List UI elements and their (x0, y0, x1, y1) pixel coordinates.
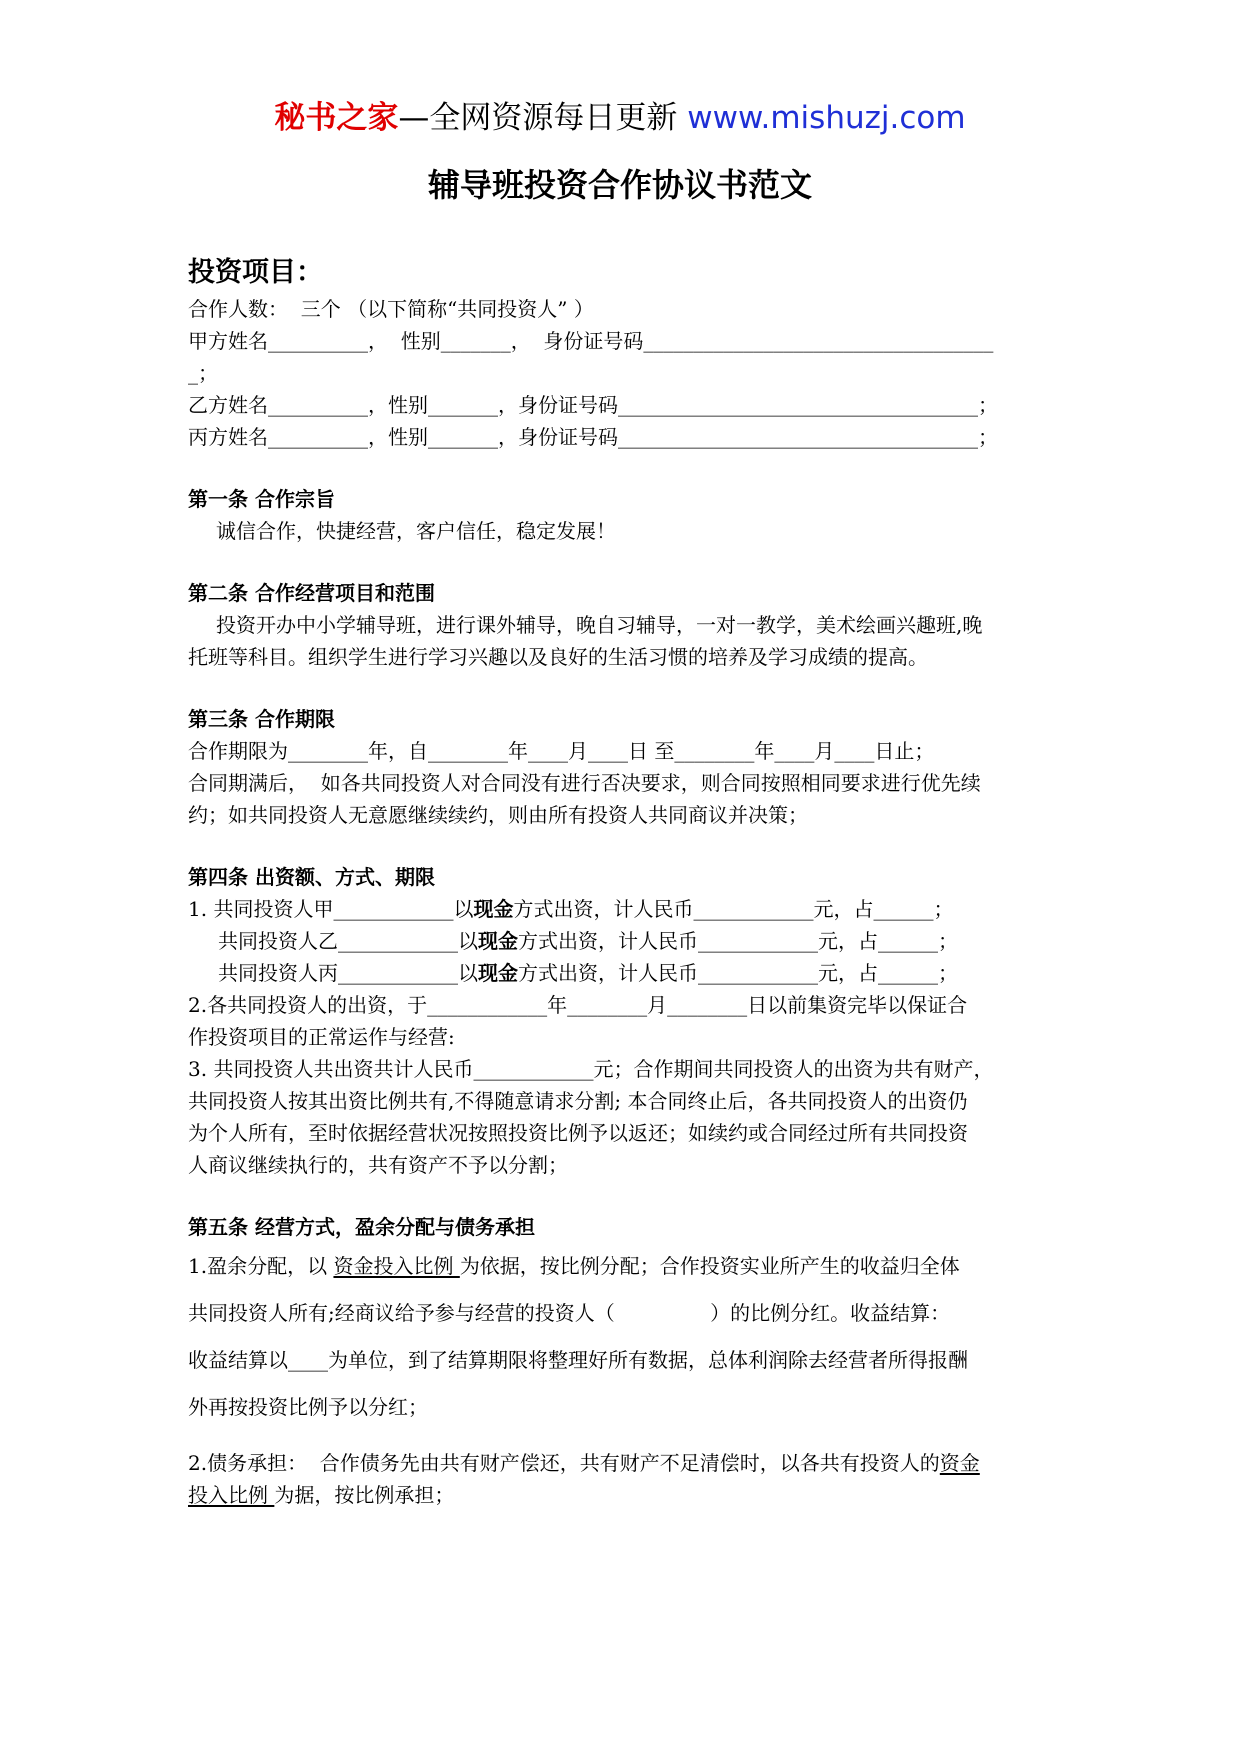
site-slogan: —全网资源每日更新 (398, 100, 688, 136)
article-4-line: 共同投资人按其出资比例共有,不得随意请求分割; 本合同终止后，各共同投资人的出资仍 (188, 1089, 968, 1113)
article-4-line: 作投资项目的正常运作与经营: (188, 1025, 455, 1049)
party-b-line: 乙方姓名__________，性别_______，身份证号码____________________________________； (188, 393, 998, 417)
article-4-line: 3. 共同投资人共出资共计人民币____________元；合作期间共同投资人的出资为共有财产， (188, 1057, 994, 1081)
site-brand: 秘书之家 (274, 100, 399, 136)
site-header (0, 98, 1240, 138)
article-3-line-1: 合作期限为________年，自________年____月____日 至________年____月____日止； (188, 739, 935, 763)
article-3-line-2: 合同期满后， 如各共同投资人对合同没有进行否决要求，则合同按照相同要求进行优先续 (188, 771, 981, 795)
article-1-text: 诚信合作，快捷经营，客户信任，稳定发展！ (216, 519, 616, 543)
article-5-line: 收益结算以____为单位，到了结算期限将整理好所有数据，总体利润除去经营者所得报酬 (188, 1348, 968, 1372)
article-3-heading: 第三条 合作期限 (188, 707, 335, 731)
article-5-line: 外再按投资比例予以分红； (188, 1395, 428, 1419)
article-2-line-1: 投资开办中小学辅导班，进行课外辅导，晚自习辅导，一对一教学，美术绘画兴趣班,晚 (216, 613, 983, 637)
article-1-heading: 第一条 合作宗旨 (188, 487, 335, 511)
article-5-heading: 第五条 经营方式，盈余分配与债务承担 (188, 1215, 535, 1239)
site-url-link[interactable]: www.mishuzj.com (687, 100, 966, 136)
project-heading: 投资项目： (188, 257, 323, 288)
article-4-line: 人商议继续执行的，共有资产不予以分割； (188, 1153, 568, 1177)
debt-bearing-line: 2.债务承担： 合作债务先由共有财产偿还，共有财产不足清偿时，以各共有投资人的资金 (188, 1451, 980, 1475)
article-4-line: 2.各共同投资人的出资，于____________年________月________日以前集资完毕以保证合 (188, 993, 968, 1017)
debt-bearing-line-cont: 投入比例 为据，按比例承担； (188, 1483, 455, 1507)
document-title: 辅导班投资合作协议书范文 (427, 166, 812, 204)
article-5-line: 共同投资人所有;经商议给予参与经营的投资人（ ）的比例分红。收益结算： (188, 1301, 951, 1325)
document-body (188, 253, 1058, 1511)
party-a-line-cont: _； (188, 361, 218, 385)
article-3-line-3: 约；如共同投资人无意愿继续续约，则由所有投资人共同商议并决策； (188, 803, 808, 827)
article-4-heading: 第四条 出资额、方式、期限 (188, 865, 435, 889)
investor-a-line: 1. 共同投资人甲____________以现金方式出资，计人民币____________元，占______； (188, 897, 954, 921)
investor-b-line: 共同投资人乙____________以现金方式出资，计人民币____________元，占______； (218, 929, 958, 953)
party-c-line: 丙方姓名__________，性别_______，身份证号码____________________________________； (188, 425, 998, 449)
article-4-line: 为个人所有，至时依据经营状况按照投资比例予以返还；如续约或合同经过所有共同投资 (188, 1121, 968, 1145)
party-a-line: 甲方姓名__________， 性别_______， 身份证号码___________________________________ (188, 329, 994, 353)
profit-distribution-line: 1.盈余分配，以 资金投入比例 为依据，按比例分配；合作投资实业所产生的收益归全体 (188, 1254, 960, 1278)
investor-c-line: 共同投资人丙____________以现金方式出资，计人民币____________元，占______； (218, 961, 958, 985)
partner-count-line: 合作人数： 三个 （以下简称“共同投资人” ） (188, 297, 594, 321)
article-2-line-2: 托班等科目。组织学生进行学习兴趣以及良好的生活习惯的培养及学习成绩的提高。 (188, 645, 928, 669)
article-2-heading: 第二条 合作经营项目和范围 (188, 581, 435, 605)
